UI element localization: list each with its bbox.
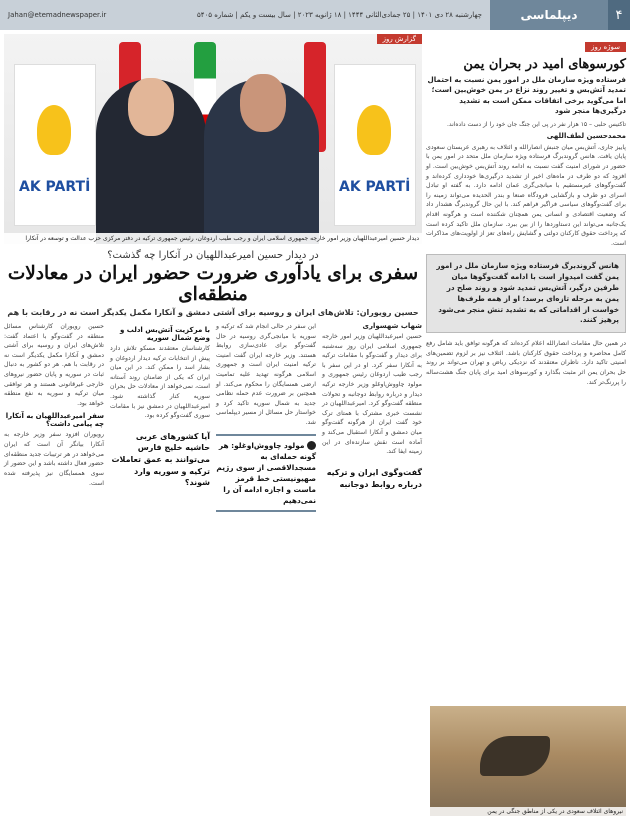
column-1-text: حسین امیرعبداللهیان وزیر امور خارجه جمهوری اسلامی ایران روز سه‌شنبه برای دیدار و گفت‌وگو با مقامات ترکیه به آنکارا سفر کرد. او در این سفر با رجب طیب اردوغان رئیس جمهوری و مولود چاووش‌اوغلو وزیر خارجه ترکیه دیدار و درباره روابط دوجانبه و تحولات منطقه گفت‌وگو کرد. امیرعبداللهیان در نشست خبری مشترک با همتای ترک خود گفت ایران از هرگونه گفت‌وگو میان دمشق و آنکارا استقبال می‌کند و آماده است نقش سازنده‌ای در این زمینه ایفا کند. (322, 333, 422, 456)
article-body-2: در همین حال مقامات انصارالله اعلام کرده‌اند که هرگونه توافق باید شامل رفع کامل محاصره و پرداخت حقوق کارکنان باشد. ائتلاف نیز بر لزوم تضمین‌های امنیتی تاکید دارد. ناظران معتقدند که نزدیکی ریاض و تهران می‌تواند بر روند حل بحران یمن اثر مثبت بگذارد و کورسوهای امید برای پایان جنگ هشت‌ساله را پررنگ‌تر کند. (426, 340, 626, 386)
yemen-article (426, 34, 626, 816)
article-title: کورسوهای امید در بحران یمن (463, 57, 626, 72)
akp-bulb-logo (357, 105, 391, 155)
email-link[interactable]: Jahan@etemadnewspaper.ir (8, 11, 107, 19)
article-source: تاکتیس حلبی – ۱۵ هزار نفر در پی این جنگ جان خود را از دست داده‌اند. (447, 120, 626, 128)
article-body: پاییز جاری، آتش‌بس میان جنبش انصارالله و ائتلاف به رهبری عربستان سعودی پایان یافت. هانس گروندبرگ فرستاده ویژه سازمان ملل متحد در امور یمن با حضور در شورای امنیت گفت نسبت به ادامه روند آتش‌بس خوش‌بین است. او افزود که دو طرف در ماه‌های اخیر از تشدید درگیری‌ها خودداری کرده‌اند و گفت‌وگوهای غیرمستقیم با میانجی‌گری عمان ادامه دارد. به گفته او تبادل اسرای دو طرف و بازگشایی فرودگاه صنعا و بندر الحدیده می‌تواند زمینه را برای گفت‌وگوهای سیاسی فراگیر فراهم کند. با این حال گروندبرگ هشدار داد که وضعیت اقتصادی و انسانی یمن همچنان شکننده است و هرگونه اقدام یک‌جانبه می‌تواند این دستاوردها را از بین ببرد. سازمان ملل تاکید کرده است که پرداخت حقوق کارکنان دولتی و گشایش راه‌های تعز از اولویت‌های مذاکرات است. (426, 143, 626, 247)
page-header (0, 0, 630, 30)
main-article (4, 34, 422, 518)
header-info (0, 0, 490, 30)
meeting-photo-caption: دیدار حسین امیرعبداللهیان وزیر امور خارجه جمهوری اسلامی ایران و رجب طیب اردوغان، رئیس جمهوری ترکیه در دفتر مرکزی حزب عدالت و توسعه در آنکارا (4, 233, 422, 244)
kicker: در دیدار حسین امیرعبداللهیان در آنکارا چه گذشت؟ (107, 250, 319, 261)
person-left-head (128, 78, 174, 136)
byline: شهاب شهسواری (362, 322, 422, 330)
column-2 (216, 322, 316, 518)
column-2-text: این سفر در حالی انجام شد که ترکیه و سوریه با میانجی‌گری روسیه در حال گفت‌وگو برای عادی‌سازی روابط هستند. وزیر خارجه ایران گفت امنیت ترکیه امنیت ایران است و جمهوری اسلامی هرگونه تهدید علیه تمامیت ارضی همسایگان را محکوم می‌کند. او همچنین بر ضرورت عدم حمله نظامی جدید به شمال سوریه تاکید کرد و خواستار حل مسائل از مسیر دیپلماسی شد. (216, 323, 316, 427)
article-columns (4, 322, 422, 518)
person-right-head (240, 74, 286, 132)
main-tag: گزارش روز (377, 34, 422, 44)
yemen-photo-caption: نیروهای ائتلاف سعودی در یکی از مناطق جنگی در یمن (430, 807, 626, 816)
quote-1-text: مولود چاووش‌اوغلو: هر گونه حمله‌ای به مسجدالاقصی از سوی رژیم صهیونیستی خط قرمز ماست و اجازه ادامه آن را نمی‌دهیم (216, 440, 316, 506)
article-lead: فرستاده ویژه سازمان ملل در امور یمن نسبت به احتمال تمدید آتش‌بس و تغییر روند نزاع در یمن خوش‌بین است؛ اما می‌گوید برخی اتفاقات ممکن است به تشدید درگیری‌ها منجر شود (427, 75, 626, 116)
section-title: دیپلماسی (490, 0, 608, 30)
quote-box-1 (216, 434, 316, 513)
yemen-photo (430, 706, 626, 816)
meeting-photo (4, 34, 422, 244)
bullet-icon (307, 441, 316, 450)
article-author: محمدحسین لطف‌اللهی (546, 131, 626, 140)
column-4-text: حسین رویوران کارشناس مسائل منطقه در گفت‌وگو با اعتماد گفت: تلاش‌های ایران و روسیه برای آشتی دمشق و آنکارا مکمل یکدیگر است نه در رقابت با هم. هر دو کشور به دنبال ثبات در سوریه و پایان حضور نیروهای خارجی غیرقانونی هستند و هر توافقی میان ترکیه و سوریه به نفع منطقه خواهد بود. (4, 323, 104, 407)
akp-text: AK PARTİ (19, 179, 91, 195)
quote-box-2: آیا کشورهای عربی حاشیه خلیج فارس می‌توانند به عمق تعاملات ترکیه و سوریه وارد شوند؟ (111, 431, 210, 488)
column-1 (322, 322, 422, 518)
date-line: چهارشنبه ۲۸ دی ۱۴۰۱ | ۲۵ جمادی‌الثانی ۱۴۴۴ | ۱۸ ژانویه ۲۰۲۳ | سال بیست و یکم | شماره ۵۴۰۵ (196, 11, 482, 19)
column-3 (110, 322, 210, 518)
column-3-text: کارشناسان معتقدند مسکو تلاش دارد پیش از انتخابات ترکیه دیدار اردوغان و بشار اسد را ممکن کند. در این میان ایران که یکی از ضامنان روند آستانه است، نمی‌خواهد از معادلات حل بحران سوریه کنار گذاشته شود. امیرعبداللهیان در دمشق نیز با مقامات سوری گفت‌وگو کرده بود. (110, 345, 210, 420)
akp-banner (334, 64, 416, 226)
article-tag: سوژه روز (585, 42, 626, 52)
akp-bulb-logo (37, 105, 71, 155)
column-3-heading: با مرکزیت آتش‌بس ادلب و وضع شمال سوریه (120, 326, 210, 342)
akp-text: AK PARTİ (339, 179, 411, 195)
page-number: ۴ (608, 0, 630, 30)
headline: سفری برای یادآوری ضرورت حضور ایران در معادلات منطقه‌ای (7, 263, 419, 305)
subheadline: حسین رویوران: تلاش‌های ایران و روسیه برای آشتی دمشق و آنکارا مکمل یکدیگر است نه در رقابت با هم (7, 308, 419, 317)
soldier-figure (480, 736, 550, 776)
highlight-box: هانس گروندبرگ فرستاده ویژه سازمان ملل در امور یمن گفت امیدوار است با ادامه گفت‌وگوها میان طرفین درگیر، آتش‌بس تمدید شود و روند صلح در یمن به مرحله تازه‌ای برسد؛ او از همه طرف‌ها خواست از اقداماتی که به تشدید تنش منجر می‌شود پرهیز کنند. (426, 254, 626, 333)
side-headline: گفت‌وگوی ایران و ترکیه درباره روابط دوجانبه (326, 467, 422, 489)
column-4 (4, 322, 104, 518)
akp-banner (14, 64, 96, 226)
column-4b-text: رویوران افزود سفر وزیر خارجه به آنکارا بیانگر آن است که ایران می‌خواهد در هر ترتیبات جدید منطقه‌ای حضور فعال داشته باشد و این حضور از سوی همسایگان نیز پذیرفته شده است. (4, 431, 104, 487)
column-4-heading: سفر امیرعبداللهیان به آنکارا چه پیامی داشت؟ (5, 412, 104, 429)
